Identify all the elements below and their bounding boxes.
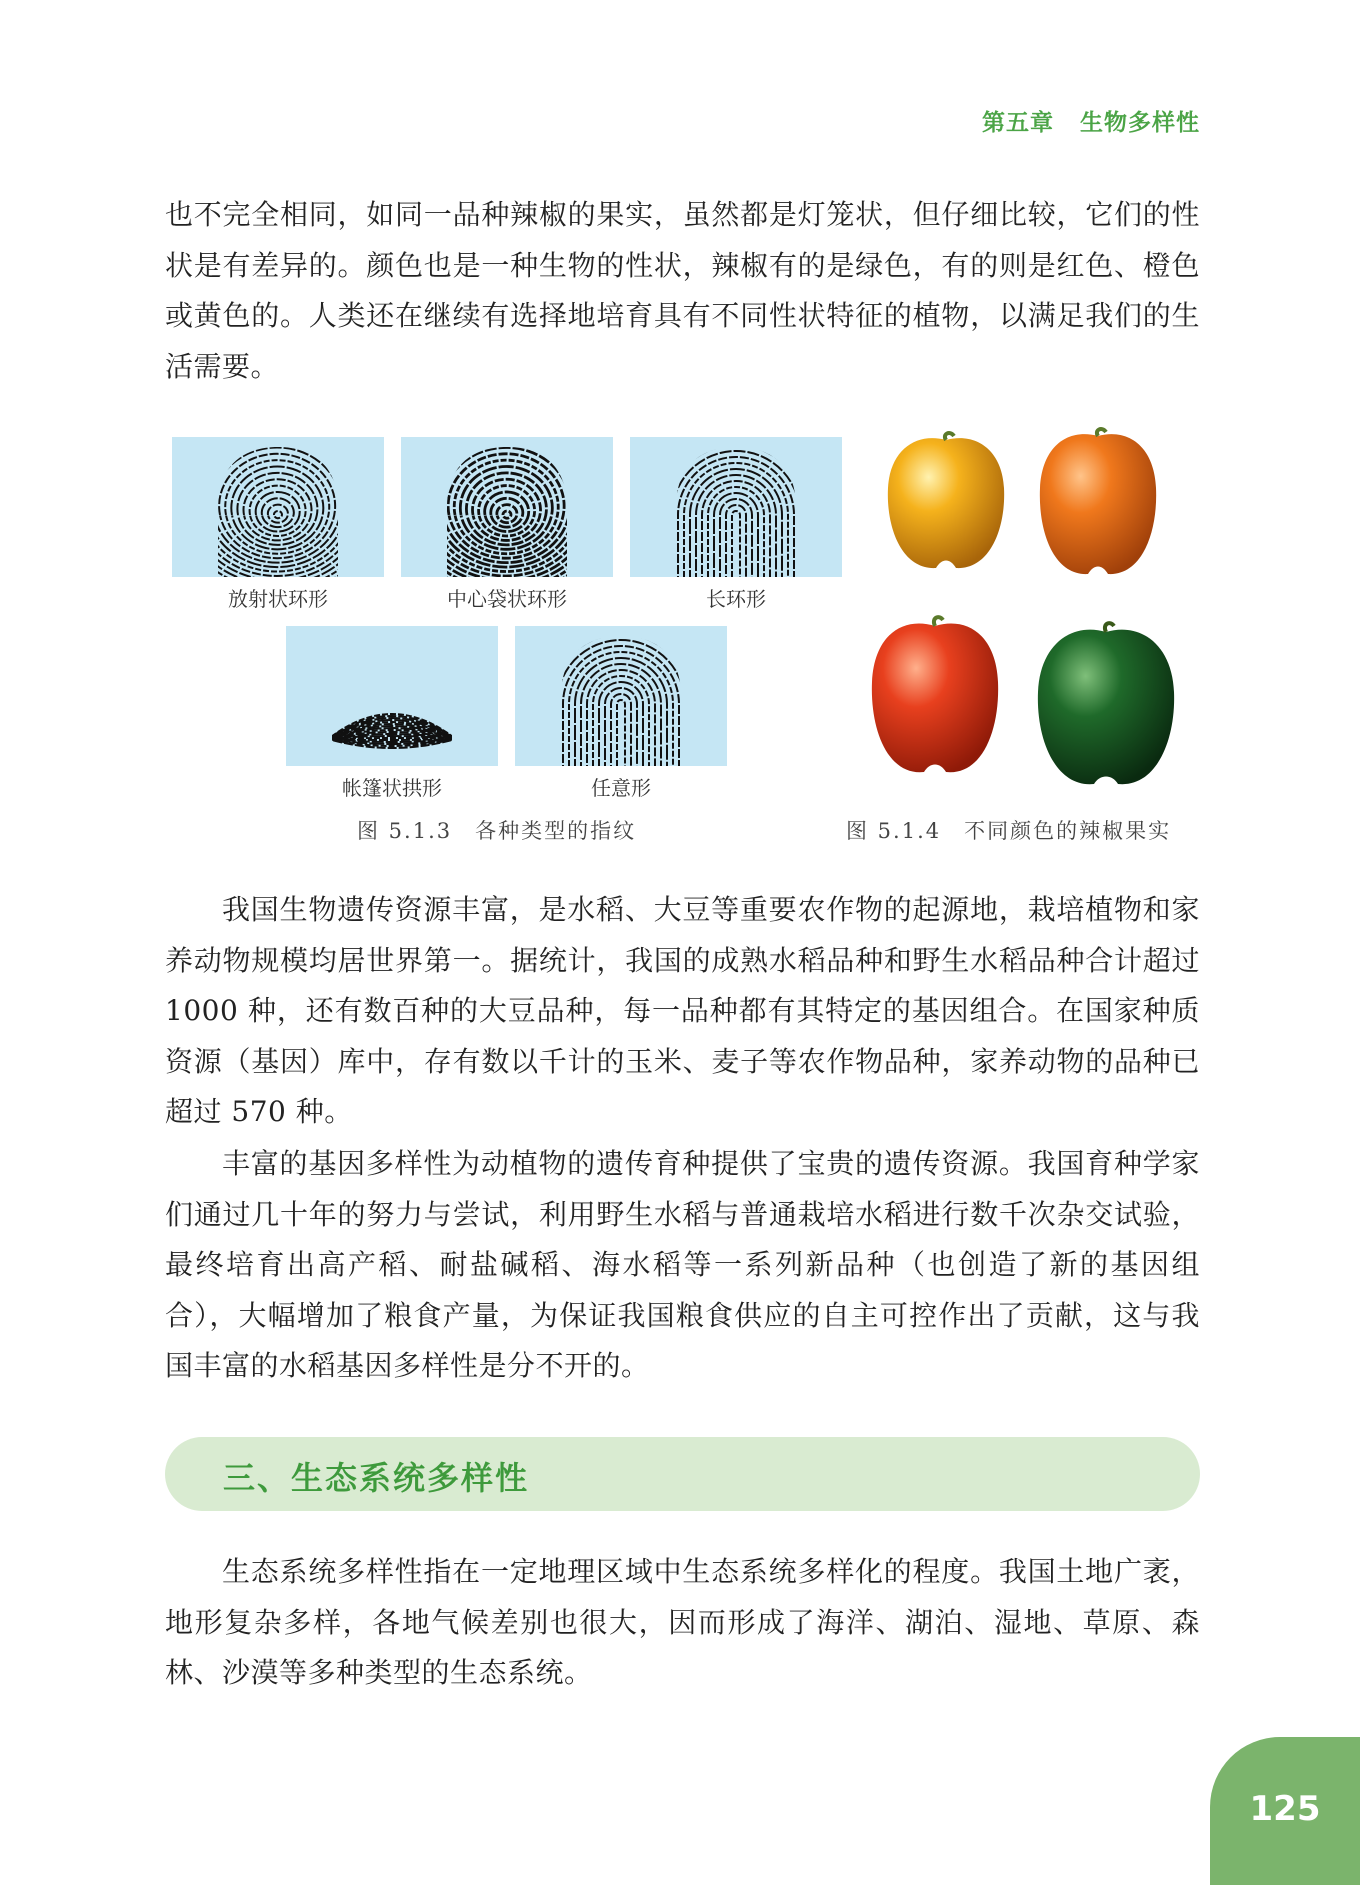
fingerprint-label: 放射状环形 (228, 587, 328, 611)
paragraph-4: 生态系统多样性指在一定地理区域中生态系统多样化的程度。我国土地广袤，地形复杂多样，各地气候差别也很大，因而形成了海洋、湖泊、湿地、草原、森林、沙漠等多种类型的生态系统。 (165, 1555, 1200, 1689)
figure-caption-fingerprints: 图 5.1.3 各种类型的指纹 (357, 819, 637, 843)
fingerprint-label: 中心袋状环形 (447, 587, 567, 611)
fingerprint-label: 长环形 (706, 587, 766, 611)
fingerprint-image-tented-arch (286, 626, 498, 766)
paragraph-3: 丰富的基因多样性为动植物的遗传育种提供了宝贵的遗传资源。我国育种学家们通过几十年的努力与尝试，利用野生水稻与普通栽培水稻进行数千次杂交试验，最终培育出高产稻、耐盐碱稻、海水稻等一系列新品种（也创造了新的基因组合），大幅增加了粮食产量，为保证我国粮食供应的自主可控作出了贡献，这与我国丰富的水稻基因多样性是分不开的。 (165, 1147, 1200, 1382)
chapter-number: 第五章 (982, 110, 1054, 136)
fingerprint-image-accidental (515, 626, 727, 766)
chapter-header (982, 104, 1200, 137)
chapter-title: 生物多样性 (1080, 110, 1200, 136)
paragraph-2: 我国生物遗传资源丰富，是水稻、大豆等重要农作物的起源地，栽培植物和家养动物规模均居世界第一。据统计，我国的成熟水稻品种和野生水稻品种合计超过 1000 种，还有数百种的大豆品种，每一品种都有其特定的基因组合。在国家种质资源（基因）库中，存有数以千计的玉米、麦子等农作物品种，家养动物的品种已超过 570 种。 (165, 893, 1200, 1128)
fingerprint-image-long-loop (630, 437, 842, 577)
section-heading-bar (165, 1437, 1200, 1511)
fingerprint-image-central-pocket-loop (401, 437, 613, 577)
pepper-orange (1028, 424, 1168, 584)
figure-caption-peppers: 图 5.1.4 不同颜色的辣椒果实 (846, 819, 1172, 843)
paragraph-1: 也不完全相同，如同一品种辣椒的果实，虽然都是灯笼状，但仔细比较，它们的性状是有差异的。颜色也是一种生物的性状，辣椒有的是绿色，有的则是红色、橙色或黄色的。人类还在继续有选择地培育具有不同性状特征的植物，以满足我们的生活需要。 (165, 198, 1200, 383)
pepper-green (1026, 618, 1186, 793)
pepper-yellow (876, 428, 1016, 578)
pepper-red (860, 612, 1010, 782)
fingerprint-label: 帐篷状拱形 (342, 776, 442, 800)
page-number-tab (1210, 1737, 1360, 1885)
page-number: 125 (1249, 1789, 1321, 1829)
section-title: 三、生态系统多样性 (223, 1459, 530, 1497)
fingerprint-image-radial-loop (172, 437, 384, 577)
fingerprint-label: 任意形 (591, 776, 651, 800)
